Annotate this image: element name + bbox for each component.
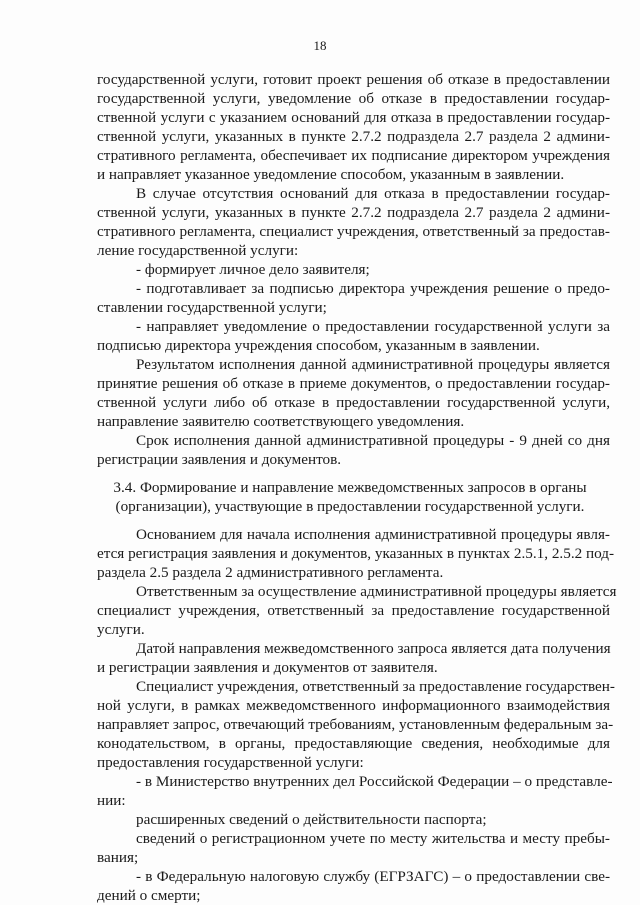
text-line: ственной услуги либо об отказе в предоставлении государственной услуги,	[97, 394, 610, 411]
text-line: расширенных сведений о действительности паспорта;	[136, 811, 487, 828]
text-line: Основанием для начала исполнения административной процедуры явля-	[136, 526, 610, 543]
text-line: и регистрации заявления и документов от заявителя.	[97, 659, 438, 676]
text-line: регистрации заявления и документов.	[97, 451, 342, 468]
text-line: Ответственным за осуществление административной процедуры является	[136, 583, 617, 600]
text-line: государственной услуги, уведомление об отказе в предоставлении государ-	[97, 90, 610, 107]
text-line: стративного регламента, специалист учреждения, ответственный за предостав-	[97, 223, 610, 240]
page-number: 18	[313, 38, 327, 53]
text-line: подписью директора учреждения способом, указанным в заявлении.	[97, 337, 540, 354]
text-line: ственной услуги, указанных в пункте 2.7.2 подраздела 2.7 раздела 2 админи-	[97, 204, 610, 221]
text-line: ной услуги, в рамках межведомственного информационного взаимодействия	[97, 697, 610, 714]
text-line: - в Федеральную налоговую службу (ЕГРЗАГС) – о предоставлении све-	[136, 868, 610, 885]
text-line: направление заявителю соответствующего уведомления.	[97, 413, 465, 430]
text-line: государственной услуги, готовит проект решения об отказе в предоставлении	[97, 71, 610, 88]
text-line: нии:	[97, 792, 126, 809]
text-line: специалист учреждения, ответственный за предоставление государственной	[97, 602, 610, 619]
text-line: ственной услуги с указанием оснований для отказа в предоставлении государ-	[97, 109, 610, 126]
section-heading-line: 3.4. Формирование и направление межведомственных запросов в органы	[113, 479, 587, 496]
text-line: сведений о регистрационном учете по месту жительства и месту пребы-	[136, 830, 610, 847]
text-line: ставлении государственной услуги;	[97, 299, 327, 316]
text-line: Специалист учреждения, ответственный за предоставление государствен-	[136, 678, 615, 695]
text-line: ется регистрация заявления и документов, указанных в пунктах 2.5.1, 2.5.2 под-	[97, 545, 615, 562]
section-heading-line: (организации), участвующие в предоставлении государственной услуги.	[115, 498, 585, 515]
text-line: - направляет уведомление о предоставлении государственной услуги за	[136, 318, 610, 335]
text-line: Датой направления межведомственного запроса является дата получения	[136, 640, 611, 657]
text-line: - в Министерство внутренних дел Российской Федерации – о представле-	[136, 773, 613, 790]
text-line: предоставления государственной услуги:	[97, 754, 364, 771]
text-line: и направляет указанное уведомление способом, указанным в заявлении.	[97, 166, 565, 183]
text-line: ственной услуги, указанных в пункте 2.7.2 подраздела 2.7 раздела 2 админи-	[97, 128, 610, 145]
text-line: вания;	[97, 849, 139, 866]
text-line: конодательством, в органы, предоставляющие сведения, необходимые для	[97, 735, 610, 752]
text-line: В случае отсутствия оснований для отказа в предоставлении государ-	[136, 185, 610, 202]
text-line: принятие решения об отказе в приеме документов, о предоставлении государ-	[97, 375, 610, 392]
text-line: ление государственной услуги:	[97, 242, 299, 259]
text-line: Срок исполнения данной административной процедуры - 9 дней со дня	[136, 432, 610, 449]
text-line: раздела 2.5 раздела 2 административного регламента.	[97, 564, 444, 581]
text-line: направляет запрос, отвечающий требованиям, установленным федеральным за-	[97, 716, 614, 733]
text-line: стративного регламента, обеспечивает их подписание директором учреждения	[97, 147, 610, 164]
text-line: дений о смерти;	[97, 887, 201, 904]
text-line: - подготавливает за подписью директора учреждения решение о предо-	[136, 280, 610, 297]
text-line: - формирует личное дело заявителя;	[136, 261, 370, 278]
text-line: Результатом исполнения данной административной процедуры является	[136, 356, 610, 373]
text-line: услуги.	[97, 621, 145, 638]
